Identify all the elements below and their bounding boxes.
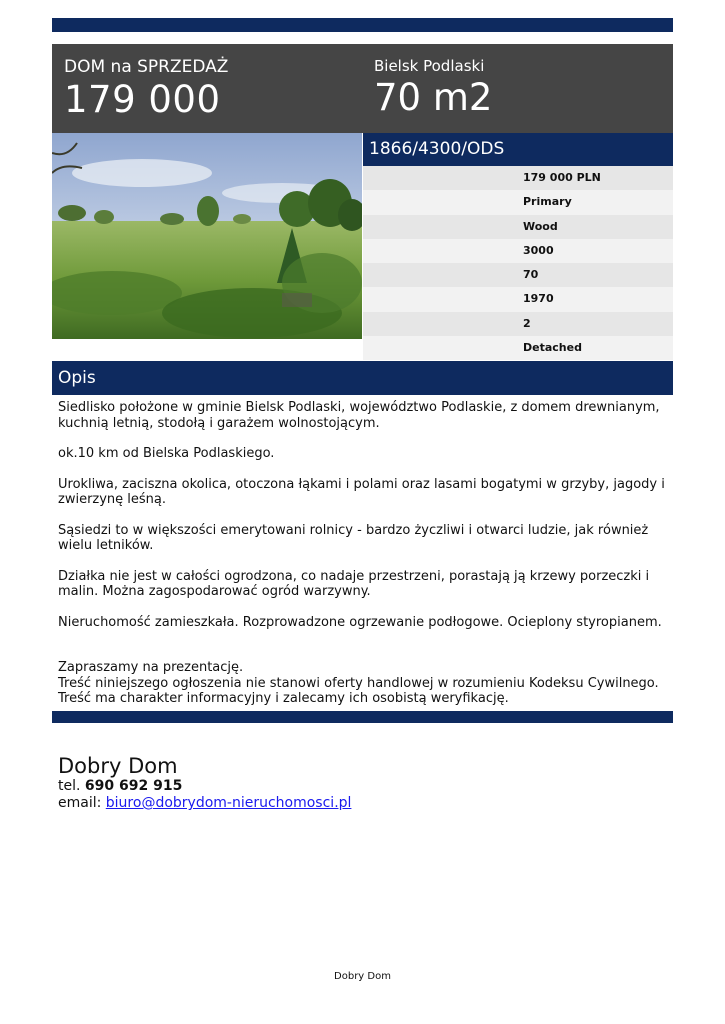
agency-name: Dobry Dom [58,754,178,778]
disclaimer: Treść niniejszego ogłoszenia nie stanowi oferty handlowej w rozumieniu Kodeksu Cywilnego. Treść ma charakter informacyjny i zalecamy ich osobistą weryfikację. [58,675,659,706]
details-table [363,166,673,360]
landscape-photo-icon [52,133,362,339]
agency-contact [58,754,351,812]
phone-label: tel. [58,778,81,794]
listing-header [52,44,673,133]
detail-value: 70 [523,268,539,282]
detail-row [363,287,673,311]
detail-row [363,190,673,214]
listing-area: 70 m2 [374,76,493,119]
bottom-accent-bar [52,711,673,723]
page-footer: Dobry Dom [334,971,391,982]
description-paragraph: Urokliwa, zaciszna okolica, otoczona łąkami i polami oraz lasami bogatymi w grzyby, jagody i zwierzynę leśną. [58,476,665,507]
description-paragraph: Nieruchomość zamieszkała. Rozprowadzone ogrzewanie podłogowe. Ocieplony styropianem. [58,614,662,630]
listing-type: DOM na SPRZEDAŻ [64,57,229,77]
detail-row [363,312,673,336]
header-right [374,56,492,120]
detail-value: 3000 [523,243,554,257]
listing-price: 179 000 [64,78,221,121]
description-paragraph: ok.10 km od Bielska Podlaskiego. [58,446,275,461]
email-label: email: [58,795,102,811]
detail-value: 1970 [523,292,554,306]
detail-row [363,215,673,239]
description-heading-bar [52,361,673,395]
header-left [64,56,228,122]
reference-bar [363,133,673,166]
detail-value: Detached [523,341,582,355]
property-photo [52,133,362,339]
detail-value: 179 000 PLN [523,171,601,184]
description-paragraph: Działka nie jest w całości ogrodzona, co nadaje przestrzeni, porastają ją krzewy porzeczki i malin. Można zagospodarować ogród warzywny. [58,568,650,599]
description-paragraph: Siedlisko położone w gminie Bielsk Podlaski, województwo Podlaskie, z domem drewnianym, kuchnią letnią, stodołą i garażem wolnostojącym. [58,400,660,431]
detail-row [363,263,673,287]
email-line [58,795,351,812]
description-body [58,400,668,707]
description-heading: Opis [58,368,96,388]
detail-row [363,239,673,263]
detail-value: Wood [523,219,558,233]
listing-reference: 1866/4300/ODS [369,139,505,159]
detail-row [363,336,673,360]
detail-value: 2 [523,316,531,330]
detail-row [363,166,673,190]
email-link[interactable]: biuro@dobrydom-nieruchomosci.pl [105,795,352,811]
phone-number: 690 692 915 [84,778,183,794]
description-paragraph: Sąsiedzi to w większości emerytowani rolnicy - bardzo życzliwi i otwarci ludzie, jak również wielu letników. [58,522,649,553]
detail-value: Primary [523,195,572,209]
top-accent-bar [52,18,673,32]
description-paragraph: Zapraszamy na prezentację. [58,660,244,675]
listing-city: Bielsk Podlaski [374,57,485,75]
phone-line [58,778,351,795]
